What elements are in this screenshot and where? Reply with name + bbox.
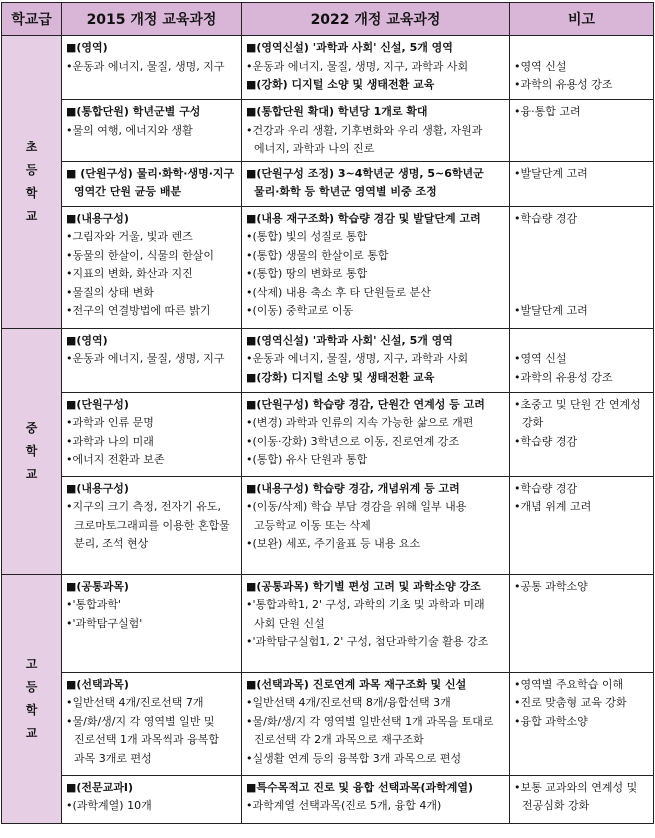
cell-bullet: •학습량 경감 [514,434,578,448]
blank-line [514,265,650,284]
cell-bullet: •동물의 한살이, 식물의 한살이 [66,248,214,262]
cell-heading: ■(내용구성) 학습량 경감, 개념위계 등 고려 [246,481,460,495]
cell-heading: ■(영역) [66,41,108,54]
cell-bullet: •지표의 변화, 화산과 지진 [66,267,193,280]
cell-2015 [62,328,242,392]
table-row [2,100,654,162]
cell-heading: ■ (단원구성) 물리·화학·생명·지구 영역간 단원 균등 배분 [66,166,235,198]
cell-heading: ■(공통과목) [66,579,129,593]
cell-2022 [242,100,510,162]
table-row [2,392,654,476]
cell-heading: ■(단원구성 조정) 3~4학년군 생명, 5~6학년군 물리·화학 등 학년군 영역별 비중 조정 [246,166,484,198]
cell-2015 [62,476,242,574]
cell-bullet: •융합 과학소양 [514,714,588,728]
cell-bullet: •(과학계열) 10개 [66,799,152,812]
cell-note [510,574,654,672]
cell-bullet: •학습량 경감 [514,211,578,225]
cell-bullet: •에너지 전환과 보존 [66,453,165,466]
cell-heading: ■(선택과목) [66,677,129,691]
cell-bullet: •과학과 인류 문명 [66,416,154,429]
cell-bullet: •(통합) 유사 단원과 통합 [246,453,368,466]
cell-heading: ■(강화) 디지털 소양 및 생태전환 교육 [246,78,435,91]
cell-bullet: •융·통합 고려 [514,105,581,118]
cell-bullet: •개념 위계 고려 [514,500,592,513]
header-2022: 2022 개정 교육과정 [242,3,510,36]
cell-bullet: •전구의 연결방법에 따른 밝기 [66,304,211,317]
cell-note [510,476,654,574]
cell-bullet: •초중고 및 단원 간 연계성 강화 [514,397,641,429]
cell-bullet: •(삭제) 내용 축소 후 타 단원들로 분산 [246,285,431,299]
cell-heading: ■(전문교과Ⅰ) [66,780,134,794]
cell-heading: ■(영역신설) '과학과 사회' 신설, 5개 영역 [246,41,453,54]
blank-line [514,332,650,351]
table-row [2,36,654,100]
cell-2015 [62,392,242,476]
cell-bullet: •'과학탐구실험1, 2' 구성, 첨단과학기술 활용 강조 [246,635,489,648]
cell-2015 [62,672,242,775]
cell-bullet: •'통합과학' [66,598,122,611]
cell-heading: ■(영역신설) '과학과 사회' 신설, 5개 영역 [246,333,453,347]
table-row [2,206,654,328]
school-level-high: 고등학교 [2,574,62,823]
header-note: 비고 [510,3,654,36]
cell-bullet: •보통 교과와의 연계성 및 전공심화 강화 [514,780,638,812]
cell-bullet: •그림자와 거울, 빛과 렌즈 [66,230,193,243]
cell-bullet: •과학과 나의 미래 [66,434,154,448]
cell-bullet: •과학의 유용성 강조 [514,78,613,91]
school-level-elementary: 초등학교 [2,36,62,329]
school-level-middle: 중학교 [2,328,62,574]
cell-heading: ■(내용구성) [66,481,129,495]
cell-bullet: •실생활 연계 등의 융복합 3개 과목으로 편성 [246,751,462,765]
blank-line [514,247,650,266]
cell-bullet: •운동과 에너지, 물질, 생명, 지구 [66,59,225,73]
cell-heading: ■(내용구성) [66,211,129,225]
cell-bullet: •과학계열 선택과목(진로 5개, 융합 4개) [246,799,442,812]
cell-2022 [242,672,510,775]
table-row [2,328,654,392]
cell-2022 [242,392,510,476]
cell-heading: ■(단원구성) [66,397,129,411]
cell-bullet: •운동과 에너지, 물질, 생명, 지구 [66,352,225,365]
cell-2015 [62,100,242,162]
cell-bullet: •진로 맞춤형 교육 강화 [514,696,627,709]
cell-bullet: •일반선택 4개/진로선택 8개/융합선택 3개 [246,696,451,709]
curriculum-comparison-table [1,2,654,824]
cell-note [510,672,654,775]
cell-bullet: •(통합) 땅의 변화로 통합 [246,267,368,280]
cell-bullet: •운동과 에너지, 물질, 생명, 지구, 과학과 사회 [246,59,469,73]
table-row [2,672,654,775]
cell-bullet: •지구의 크기 측정, 전자기 유도, 크로마토그래피를 이용한 혼합물 분리, 조석 현상 [66,500,230,550]
cell-heading: ■(통합단원 확대) 학년당 1개로 확대 [246,105,428,118]
table-row [2,161,654,206]
cell-2015 [62,161,242,206]
cell-bullet: •발달단계 고려 [514,304,588,317]
cell-bullet: •물/화/생/지 각 영역별 일반 및 진로선택 1개 과목씩과 융복합 과목 3개로 편성 [66,714,219,765]
cell-2022 [242,775,510,823]
cell-bullet: •(보완) 세포, 주기율표 등 내용 요소 [246,537,421,550]
cell-note [510,392,654,476]
table-row [2,775,654,823]
cell-bullet: •발달단계 고려 [514,166,588,180]
cell-note [510,36,654,100]
cell-bullet: •물/화/생/지 각 영역별 일반선택 1개 과목을 토대로 진로선택 각 2개 과목으로 재구조화 [246,714,494,746]
cell-2022 [242,161,510,206]
cell-note [510,775,654,823]
cell-bullet: •(변경) 과학과 인류의 지속 가능한 삶으로 개편 [246,416,474,429]
header-2015: 2015 개정 교육과정 [62,3,242,36]
cell-heading: ■(단원구성) 학습량 경감, 단원간 연계성 등 고려 [246,397,485,411]
cell-bullet: •(이동·강화) 3학년으로 이동, 진로연계 강조 [246,434,460,448]
blank-line [514,284,650,303]
cell-2022 [242,328,510,392]
cell-2015 [62,36,242,100]
cell-bullet: •(통합) 빛의 성질로 통합 [246,230,368,243]
table-row [2,476,654,574]
cell-bullet: •물질의 상태 변화 [66,285,154,299]
cell-2022 [242,36,510,100]
cell-2022 [242,574,510,672]
table-row [2,574,654,672]
cell-2015 [62,206,242,328]
header-row [2,3,654,36]
cell-note [510,328,654,392]
cell-bullet: •'과학탐구실험' [66,616,143,630]
cell-2022 [242,476,510,574]
blank-line [514,39,650,58]
cell-heading: ■(내용 재구조화) 학습량 경감 및 발달단계 고려 [246,211,481,225]
cell-bullet: •(이동) 중학교로 이동 [246,304,354,317]
cell-bullet: •영역 신설 [514,352,567,365]
blank-line [514,228,650,247]
cell-heading: ■(영역) [66,333,108,347]
cell-bullet: •공통 과학소양 [514,579,588,593]
cell-bullet: •영역 신설 [514,59,567,73]
cell-heading: ■(공통과목) 학기별 편성 고려 및 과학소양 강조 [246,579,481,593]
cell-2022 [242,206,510,328]
cell-heading: ■(통합단원) 학년군별 구성 [66,105,201,118]
cell-heading: ■(강화) 디지털 소양 및 생태전환 교육 [246,370,435,384]
cell-bullet: •(이동/삭제) 학습 부담 경감을 위해 일부 내용 고등학교 이동 또는 삭제 [246,500,467,532]
cell-heading: ■(선택과목) 진로연계 과목 재구조화 및 신설 [246,677,467,691]
cell-bullet: •과학의 유용성 강조 [514,370,613,384]
cell-bullet: •영역별 주요학습 이해 [514,677,624,691]
cell-bullet: •(통합) 생물의 한살이로 통합 [246,248,389,262]
cell-bullet: •운동과 에너지, 물질, 생명, 지구, 과학과 사회 [246,352,469,365]
cell-bullet: •물의 여행, 에너지와 생활 [66,123,193,137]
cell-note [510,161,654,206]
header-school-level: 학교급 [2,3,62,36]
cell-bullet: •학습량 경감 [514,481,578,495]
cell-bullet: •건강과 우리 생활, 기후변화와 우리 생활, 자원과 에너지, 과학과 나의 진로 [246,123,483,155]
cell-heading: ■특수목적고 진로 및 융합 선택과목(과학계열) [246,780,474,794]
cell-bullet: •일반선택 4개/진로선택 7개 [66,696,204,709]
cell-2015 [62,574,242,672]
cell-2015 [62,775,242,823]
cell-note [510,100,654,162]
cell-note [510,206,654,328]
cell-bullet: •'통합과학1, 2' 구성, 과학의 기초 및 과학과 미래 사회 단원 신설 [246,598,485,630]
